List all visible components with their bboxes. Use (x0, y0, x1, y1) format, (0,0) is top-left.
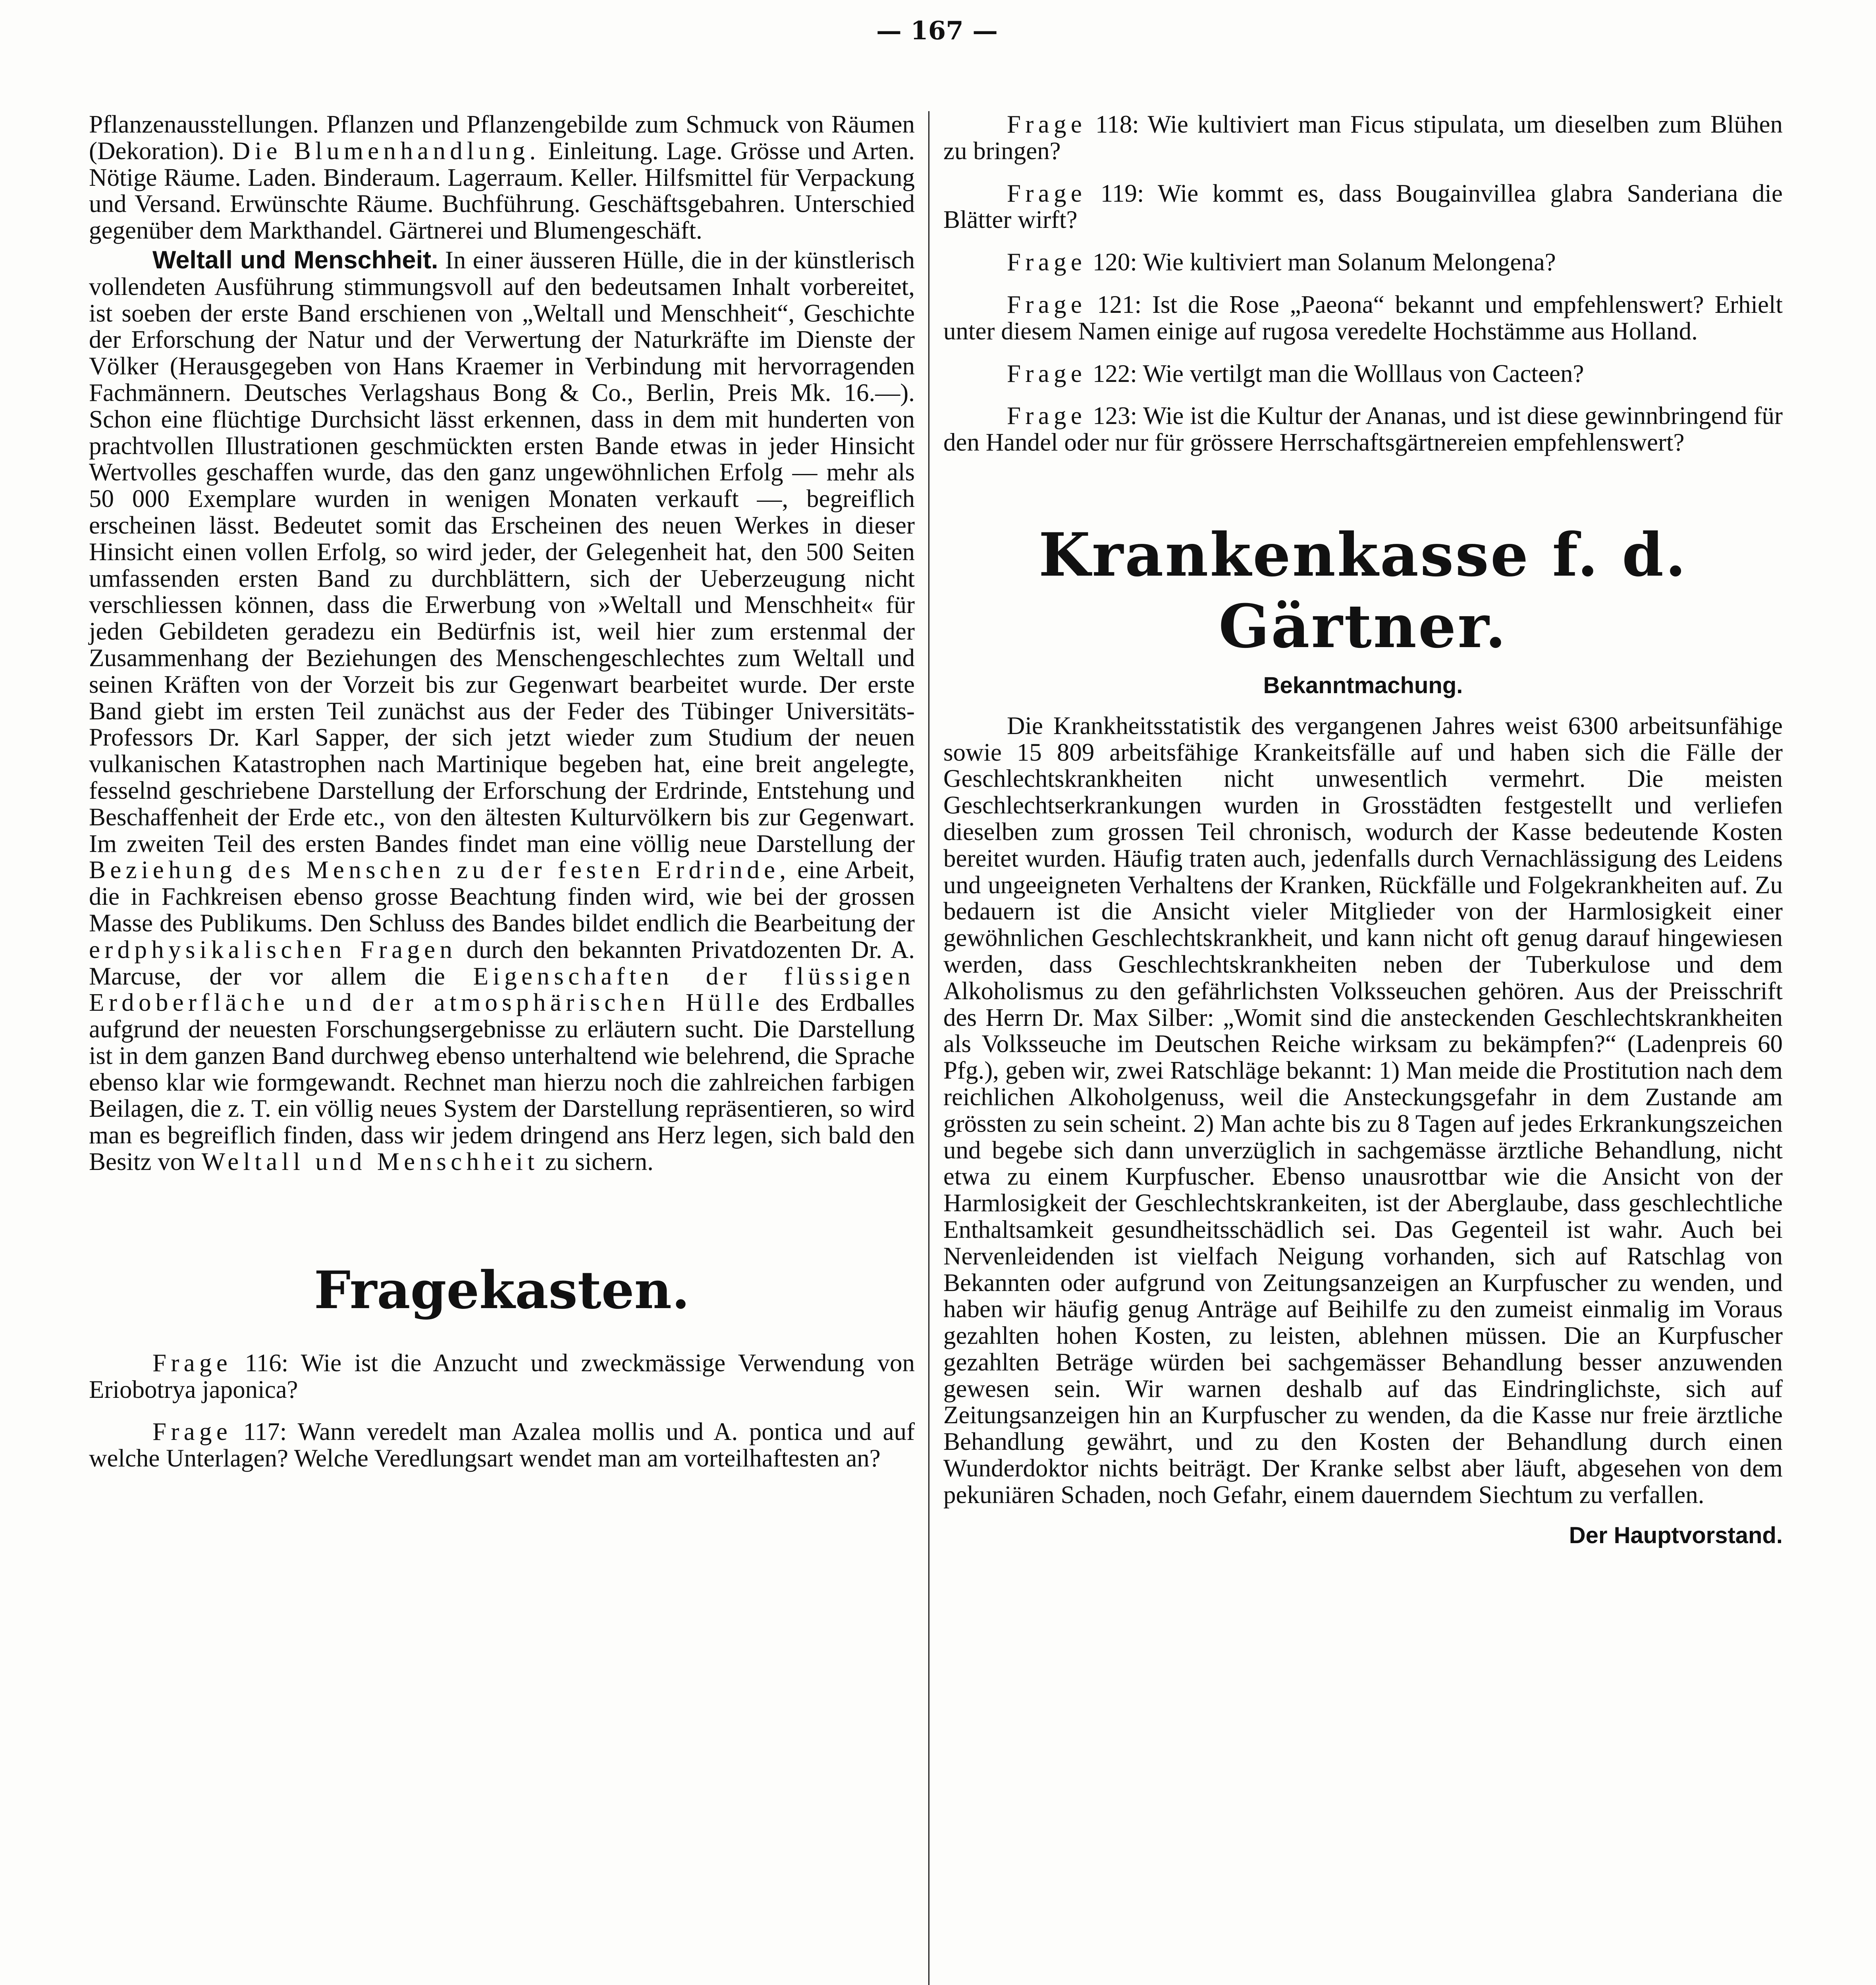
weltall-title: Weltall und Menschheit. (152, 246, 438, 274)
paragraph-weltall (89, 247, 915, 1175)
paragraph-blumenhandlung (89, 111, 915, 244)
text-fragment: zu sichern. (545, 1148, 654, 1176)
frage-text: Wie ist die Anzucht und zweckmässige Verwendung von Eriobotrya japonica? (89, 1349, 915, 1403)
frage-number: 118: (1095, 110, 1139, 138)
frage-122 (943, 360, 1783, 387)
frage-number: 122: (1092, 359, 1137, 387)
spaced-text: Beziehung des Menschen zu der festen Erdrinde, (89, 856, 791, 884)
spaced-text: erdphysikalischen Fragen (89, 935, 457, 964)
bekanntmachung-heading: Bekanntmachung. (1263, 672, 1463, 698)
frage-label: Frage (152, 1349, 232, 1377)
right-column (943, 111, 1783, 1549)
frage-number: 120: (1092, 248, 1137, 276)
frage-116 (89, 1350, 915, 1403)
frage-text: Wie vertilgt man die Wolllaus von Cacteen? (1143, 359, 1584, 387)
krankenkasse-text: Die Krankheitsstatistik des vergangenen Jahres weist 6300 arbeitsunfähige sowie 15 809 arbeitsfähige Krankeitsfälle auf und haben sich die Fälle der Geschlechtskrankheiten nicht unwesentlich vermehrt. Die meisten Geschlechtserkrankungen wurden in Grosstädten festgestellt und verliefen dieselben zum grossen Teil chronisch, wodurch der Kasse bedeutende Kosten bereitet wurden. Häufig traten auch, jedenfalls durch Vernachlässigung des Leidens und ungeeigneten Verhaltens der Kranken, Rückfälle und Folgekrankheiten auf. Zu bedauern ist die Ansicht vieler Mitglieder von der Harmlosigkeit einer gewöhnlichen Geschlechtskrankheit, und kann nicht oft genug darauf hingewiesen werden, dass Geschlechtskrankheiten neben der Tuberkulose und dem Alkoholismus zu den gefährlichsten Volksseuchen gehören. Aus der Preisschrift des Herrn Dr. Max Silber: „Womit sind die ansteckenden Geschlechtskrankheiten als Volksseuche im Deutschen Reiche wirksam zu bekämpfen?“ (Ladenpreis 60 Pfg.), geben wir, zwei Ratschläge bekannt: 1) Man meide die Prostitution nach dem reichlichen Alkoholgenuss, weil die Ansteckungsgefahr in dem Zustande am grössten zu sein scheint. 2) Man achte bis zu 8 Tagen auf jedes Erkrankungszeichen und begebe sich dann unverzüglich in sachgemässe ärztliche Behandlung, nicht etwa zu einem Kurpfuscher. Ebenso unausrottbar wie die Ansicht von der Harmlosigkeit der Geschlechtskrankeiten, ist der Aberglaube, dass geschlechtliche Enthaltsamkeit gesundheitsschädlich sei. Das Gegenteil ist wahr. Auch bei Nervenleidenden ist vielfach Neigung vorhanden, sich auf Ratschlag von Bekannten oder aufgrund von Zeitungsanzeigen an Kurpfuscher zu wenden, und haben wir häufig genug Anträge auf Beihilfe zu den zumeist einmalig im Voraus gezahlten hohen Kosten, zu leisten, ablehnen müssen. Die an Kurpfuscher gezahlten Beträge würden bei sachgemässer Behandlung besser anzuwenden gewesen sein. Wir warnen deshalb auf das Eindringlichste, sich auf Zeitungsanzeigen hin an Kurpfuscher zu wenden, da die Kasse nur freie ärztliche Behandlung gewährt, und zu den Kosten der Behandlung durch einen Wunderdoktor nichts beiträgt. Der Kranke selbst aber läuft, abgesehen von dem pekuniären Schaden, noch Gefahr, einem dauerndem Siechtum zu verfallen. (943, 711, 1783, 1509)
frage-label: Frage (1007, 248, 1087, 276)
frage-text: Wie kultiviert man Ficus stipulata, um dieselben zum Blühen zu bringen? (943, 110, 1783, 165)
krankenkasse-heading: Krankenkasse f. d. Gärtner. (1038, 520, 1688, 661)
frage-118 (943, 111, 1783, 164)
spaced-text: Die Blumenhandlung. (232, 137, 540, 165)
frage-label: Frage (1007, 110, 1087, 138)
frage-label: Frage (1007, 290, 1087, 318)
frage-label: Frage (152, 1418, 232, 1446)
fragekasten-heading: Fragekasten. (314, 1259, 690, 1320)
frage-text: Wie ist die Kultur der Ananas, und ist diese gewinnbringend für den Handel oder nur für grössere Herrschaftsgärtnereien empfehlenswert? (943, 402, 1783, 457)
frage-117 (89, 1418, 915, 1472)
page-number: — 167 — (876, 16, 998, 46)
spaced-text: Eigenschaften der flüssigen Erdoberfläche und der atmosphärischen Hülle (89, 962, 915, 1017)
frage-label: Frage (1007, 402, 1087, 430)
column-divider (928, 111, 929, 1985)
frage-number: 123: (1093, 402, 1138, 430)
text-fragment: durch den bekannten Privatdozenten Dr. A. Marcuse, der vor allem die (89, 935, 915, 990)
text-fragment: Pflanzenausstellungen. Pflanzen und Pflanzengebilde zum Schmuck von Räumen (Dekoration). (89, 110, 915, 165)
frage-text: Wie kultiviert man Solanum Melongena? (1143, 248, 1556, 276)
frage-120 (943, 249, 1783, 276)
frage-123 (943, 403, 1783, 456)
frage-number: 121: (1097, 290, 1142, 318)
frage-label: Frage (1007, 359, 1087, 387)
spaced-text: Weltall und Menschheit (201, 1148, 539, 1176)
signature: Der Hauptvorstand. (1569, 1522, 1783, 1548)
frage-text: Wann veredelt man Azalea mollis und A. pontica und auf welche Unterlagen? Welche Veredlungsart wendet man am vorteilhaftesten an? (89, 1418, 915, 1472)
text-fragment: eine Arbeit, die in Fachkreisen ebenso grosse Beachtung finden wird, wie bei der grossen Masse des Publikums. Den Schluss des Bandes bildet endlich die Bearbeitung der (89, 856, 915, 937)
frage-121 (943, 291, 1783, 345)
frage-number: 116: (245, 1349, 289, 1377)
text-fragment: In einer äusseren Hülle, die in der künstlerisch vollendeten Ausführung stimmungsvoll auf den bedeutsamen Inhalt vorbereitet, ist soeben der erste Band erschienen von „Weltall und Menschheit“, Geschichte der Erforschung der Natur und der Verwertung der Naturkräfte im Dienste der Völker (Herausgegeben von Hans Kraemer in Verbindung mit hervorragenden Fachmännern. Deutsches Verlagshaus Bong & Co., Berlin, Preis Mk. 16.—). Schon eine flüchtige Durchsicht lässt erkennen, dass in dem mit hunderten von prachtvollen Illustrationen geschmückten ersten Bande etwas in jeder Hinsicht Wertvolles geschaffen wurde, das den ganz ungewöhnlichen Erfolg — mehr als 50 000 Exemplare wurden in wenigen Monaten verkauft —, begreiflich erscheinen lässt. Bedeutet somit das Erscheinen des neuen Werkes in dieser Hinsicht einen vollen Erfolg, so wird jeder, der Gelegenheit hat, den 500 Seiten umfassenden ersten Band zu durchblättern, sich der Ueberzeugung nicht verschliessen können, dass die Erwerbung von »Weltall und Menschheit« für jeden Gebildeten geradezu ein Bedürfnis ist, weil hier zum erstenmal der Zusammenhang der Beziehungen des Menschengeschlechtes zum Weltall und seinen Kräften von der Vorzeit bis zur Gegenwart bearbeitet wurde. Der erste Band giebt im ersten Teil zunächst aus der Feder des Tübinger Universitäts-Professors Dr. Karl Sapper, der sich jetzt wieder zum Studium der neuen vulkanischen Katastrophen nach Martinique begeben hat, eine breit angelegte, fesselnd geschriebene Darstellung der Erforschung der Erdrinde, Entstehung und Beschaffenheit der Erde etc., von den ältesten Kulturvölkern bis zur Gegenwart. Im zweiten Teil des ersten Bandes findet man eine völlig neue Darstellung der (89, 246, 915, 858)
frage-119 (943, 180, 1783, 233)
text-fragment: des Erdballes aufgrund der neuesten Forschungsergebnisse zu erläutern sucht. Die Darstellung ist in dem ganzen Band durchweg ebenso unterhaltend wie belehrend, die Sprache ebenso klar wie formgewandt. Rechnet man hierzu noch die zahlreichen farbigen Beilagen, die z. T. ein völlig neues System der Darstellung repräsentieren, so wird man es begreiflich finden, dass wir jedem dringend ans Herz legen, sich bald den Besitz von (89, 989, 915, 1176)
text-fragment: Einleitung. Lage. Grösse und Arten. Nötige Räume. Laden. Binderaum. Lagerraum. Keller. Hilfsmittel für Verpackung und Versand. Erwünschte Räume. Buchführung. Geschäftsgebahren. Unterschied gegenüber dem Markthandel. Gärtnerei und Blumengeschäft. (89, 137, 915, 245)
frage-number: 119: (1100, 179, 1144, 207)
frage-label: Frage (1007, 179, 1087, 207)
left-column (89, 111, 915, 1472)
frage-number: 117: (243, 1418, 287, 1446)
frage-text: Ist die Rose „Paeona“ bekannt und empfehlenswert? Erhielt unter diesem Namen einige auf rugosa veredelte Hochstämme aus Holland. (943, 290, 1783, 345)
frage-text: Wie kommt es, dass Bougainvillea glabra Sanderiana die Blätter wirft? (943, 179, 1783, 234)
